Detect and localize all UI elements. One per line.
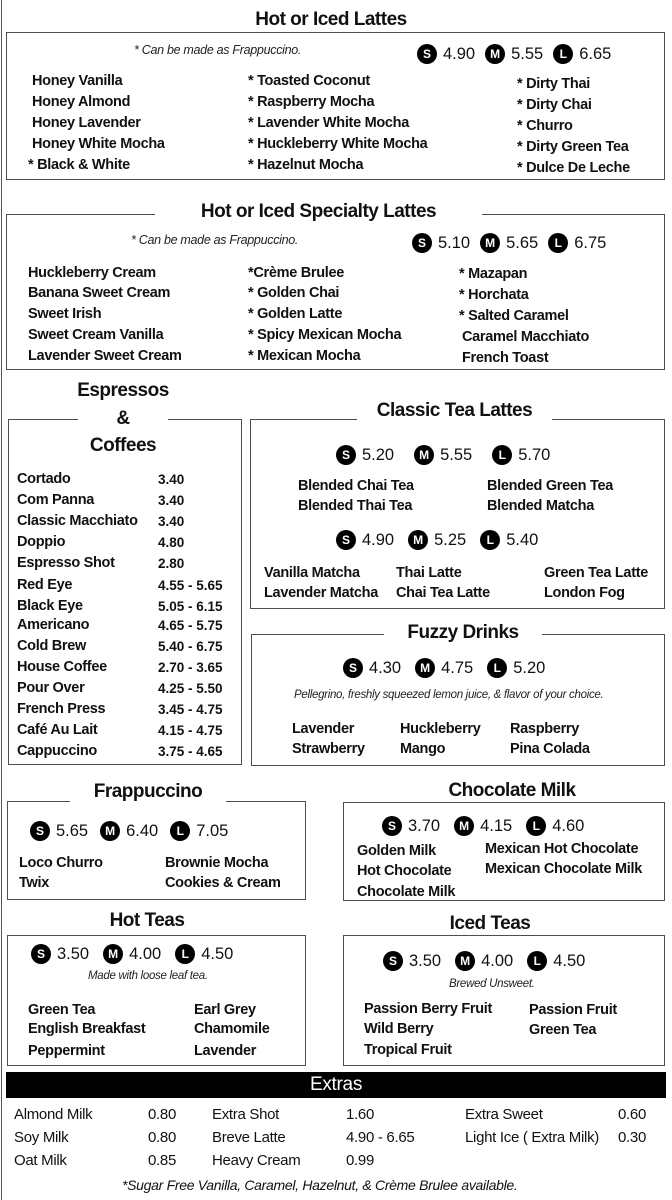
menu-item: Com Panna — [17, 492, 95, 508]
page-edge-line — [1, 0, 2, 1200]
hot-teas-note: Made with loose leaf tea. — [88, 970, 208, 982]
item-price: 4.80 — [158, 535, 185, 550]
menu-item: Brownie Mocha — [165, 855, 269, 871]
menu-item: Cookies & Cream — [165, 875, 281, 891]
size-l-icon: L — [487, 658, 507, 678]
iced-teas-note: Brewed Unsweet. — [449, 978, 535, 990]
menu-item: English Breakfast — [28, 1021, 146, 1037]
extra-item: Light Ice ( Extra Milk) — [465, 1129, 599, 1146]
menu-item: Lavender Matcha — [264, 585, 378, 601]
menu-item: Banana Sweet Cream — [28, 285, 171, 301]
size-s-icon: S — [417, 44, 437, 64]
menu-item: Golden Milk — [357, 843, 436, 859]
size-prices: S 3.50 M 4.00 L 4.50 — [31, 944, 243, 964]
menu-item: Espresso Shot — [17, 555, 115, 571]
menu-item: Café Au Lait — [17, 722, 98, 738]
size-s-icon: S — [412, 233, 432, 253]
frappuccino-note: * Can be made as Frappuccino. — [134, 43, 302, 57]
menu-item: Vanilla Matcha — [264, 565, 360, 581]
section-title-line1: Espressos — [77, 380, 169, 401]
size-m-icon: M — [485, 44, 505, 64]
size-l-icon: L — [175, 944, 195, 964]
menu-item: * Black & White — [28, 157, 130, 173]
item-price: 5.40 - 6.75 — [158, 639, 223, 654]
menu-item: Americano — [17, 617, 90, 633]
menu-item: Passion Berry Fruit — [364, 1001, 493, 1017]
menu-item: * Spicy Mexican Mocha — [248, 327, 402, 343]
menu-item: * Mexican Mocha — [248, 348, 361, 364]
size-l-icon: L — [527, 951, 547, 971]
size-m-icon: M — [414, 445, 434, 465]
item-price: 2.70 - 3.65 — [158, 660, 223, 675]
size-prices: S 3.70 M 4.15 L 4.60 — [382, 816, 594, 836]
menu-item: Mexican Hot Chocolate — [485, 841, 639, 857]
menu-item: Strawberry — [292, 741, 365, 757]
extra-price: 4.90 - 6.65 — [346, 1129, 415, 1146]
size-s-icon: S — [383, 951, 403, 971]
size-l-icon: L — [492, 445, 512, 465]
menu-item: * Churro — [517, 118, 573, 134]
item-price: 3.45 - 4.75 — [158, 702, 223, 717]
menu-item: Tropical Fruit — [364, 1042, 452, 1058]
menu-item: Hot Chocolate — [357, 863, 452, 879]
menu-item: * Raspberry Mocha — [248, 94, 375, 110]
section-title: Frappuccino — [70, 781, 226, 803]
menu-item: * Toasted Coconut — [248, 73, 370, 89]
menu-item: Passion Fruit — [529, 1002, 617, 1018]
size-prices: S 4.30 M 4.75 L 5.20 — [343, 658, 555, 678]
section-title-line2: & — [78, 408, 168, 430]
size-m-icon: M — [100, 821, 120, 841]
extra-item: Breve Latte — [212, 1129, 286, 1146]
item-price: 4.15 - 4.75 — [158, 723, 223, 738]
menu-item: * Lavender White Mocha — [248, 115, 409, 131]
menu-item: Wild Berry — [364, 1021, 434, 1037]
extra-price: 1.60 — [346, 1106, 374, 1123]
menu-item: French Press — [17, 701, 106, 717]
menu-item: Doppio — [17, 534, 66, 550]
size-prices: S 5.10 M 5.65 L 6.75 — [412, 233, 616, 253]
menu-item: * Horchata — [459, 287, 529, 303]
menu-item: * Salted Caramel — [459, 308, 569, 324]
item-price: 2.80 — [158, 556, 185, 571]
menu-item: Mexican Chocolate Milk — [485, 861, 642, 877]
size-s-icon: S — [382, 816, 402, 836]
menu-item: * Hazelnut Mocha — [248, 157, 364, 173]
item-price: 4.65 - 5.75 — [158, 618, 223, 633]
menu-item: Honey White Mocha — [32, 136, 165, 152]
menu-item: Mango — [400, 741, 446, 757]
size-m-icon: M — [455, 951, 475, 971]
size-s-icon: S — [336, 445, 356, 465]
menu-item: Caramel Macchiato — [462, 329, 590, 345]
menu-item: Cortado — [17, 471, 71, 487]
menu-item: Raspberry — [510, 721, 580, 737]
menu-item: Lavender — [194, 1043, 257, 1059]
menu-item: Black Eye — [17, 598, 83, 614]
size-s-icon: S — [30, 821, 50, 841]
menu-item: Green Tea — [28, 1002, 96, 1018]
extra-price: 0.80 — [148, 1129, 176, 1146]
section-title: Chocolate Milk — [410, 780, 614, 802]
section-title: Iced Teas — [420, 913, 560, 935]
sugar-free-footnote: *Sugar Free Vanilla, Caramel, Hazelnut, & Crème Brulee available. — [122, 1177, 518, 1193]
item-price: 3.75 - 4.65 — [158, 744, 223, 759]
extra-item: Soy Milk — [14, 1129, 69, 1146]
menu-item: * Dirty Green Tea — [517, 139, 629, 155]
section-title: Hot or Iced Lattes — [228, 9, 434, 31]
section-title: Hot Teas — [68, 910, 226, 932]
extra-item: Extra Sweet — [465, 1106, 543, 1123]
menu-item: London Fog — [544, 585, 625, 601]
size-l-icon: L — [553, 44, 573, 64]
menu-item: * Huckleberry White Mocha — [248, 136, 428, 152]
item-price: 4.55 - 5.65 — [158, 578, 223, 593]
extra-item: Oat Milk — [14, 1152, 67, 1169]
menu-item: Huckleberry — [400, 721, 481, 737]
menu-item: * Dirty Chai — [517, 97, 592, 113]
menu-item: Earl Grey — [194, 1002, 256, 1018]
menu-item: Cold Brew — [17, 638, 87, 654]
extras-title-bar: Extras — [6, 1072, 666, 1098]
menu-item: Sweet Irish — [28, 306, 102, 322]
extra-price: 0.99 — [346, 1152, 374, 1169]
size-s-icon: S — [31, 944, 51, 964]
menu-item: Blended Thai Tea — [298, 498, 413, 514]
size-s-icon: S — [343, 658, 363, 678]
menu-item: * Golden Chai — [248, 285, 340, 301]
menu-item: Honey Almond — [32, 94, 131, 110]
item-price: 3.40 — [158, 493, 185, 508]
section-title: Hot or Iced Specialty Lattes — [155, 201, 482, 223]
extra-price: 0.85 — [148, 1152, 176, 1169]
menu-item: Chamomile — [194, 1021, 270, 1037]
menu-item: Chocolate Milk — [357, 884, 456, 900]
menu-item: Red Eye — [17, 577, 73, 593]
menu-item: Pour Over — [17, 680, 85, 696]
menu-item: Loco Churro — [19, 855, 103, 871]
menu-item: Sweet Cream Vanilla — [28, 327, 164, 343]
extra-price: 0.60 — [618, 1106, 646, 1123]
size-m-icon: M — [480, 233, 500, 253]
menu-item: Green Tea — [529, 1022, 597, 1038]
menu-item: Peppermint — [28, 1043, 105, 1059]
menu-item: Huckleberry Cream — [28, 265, 156, 281]
menu-item: Blended Green Tea — [487, 478, 613, 494]
section-title: Classic Tea Lattes — [357, 400, 552, 422]
menu-item: Thai Latte — [396, 565, 462, 581]
menu-item: * Mazapan — [459, 266, 528, 282]
menu-item: Green Tea Latte — [544, 565, 649, 581]
size-prices-group-a: S 5.20 M 5.55 L 5.70 — [336, 445, 560, 465]
menu-item: * Golden Latte — [248, 306, 343, 322]
size-prices: S 3.50 M 4.00 L 4.50 — [383, 951, 595, 971]
extra-price: 0.30 — [618, 1129, 646, 1146]
menu-item: Blended Chai Tea — [298, 478, 414, 494]
menu-item: Twix — [19, 875, 49, 891]
menu-item: Honey Lavender — [32, 115, 141, 131]
menu-item: Lavender — [292, 721, 355, 737]
extra-item: Extra Shot — [212, 1106, 280, 1123]
size-prices: S 5.65 M 6.40 L 7.05 — [30, 821, 238, 841]
size-l-icon: L — [548, 233, 568, 253]
fuzzy-note: Pellegrino, freshly squeezed lemon juice, & flavor of your choice. — [294, 689, 604, 701]
menu-item: Lavender Sweet Cream — [28, 348, 182, 364]
menu-item: Chai Tea Latte — [396, 585, 490, 601]
item-price: 5.05 - 6.15 — [158, 599, 223, 614]
size-l-icon: L — [170, 821, 190, 841]
menu-item: * Dirty Thai — [517, 76, 590, 92]
size-l-icon: L — [526, 816, 546, 836]
item-price: 3.40 — [158, 514, 185, 529]
extra-item: Heavy Cream — [212, 1152, 301, 1169]
menu-item: Blended Matcha — [487, 498, 594, 514]
menu-item: House Coffee — [17, 659, 107, 675]
size-l-icon: L — [480, 530, 500, 550]
item-price: 4.25 - 5.50 — [158, 681, 223, 696]
frappuccino-note: * Can be made as Frappuccino. — [131, 233, 299, 247]
size-m-icon: M — [415, 658, 435, 678]
size-s-icon: S — [336, 530, 356, 550]
menu-item: Cappuccino — [17, 743, 97, 759]
extra-price: 0.80 — [148, 1106, 176, 1123]
size-m-icon: M — [103, 944, 123, 964]
menu-item: French Toast — [462, 350, 549, 366]
size-m-icon: M — [454, 816, 474, 836]
menu-item: Honey Vanilla — [32, 73, 123, 89]
menu-item: Pina Colada — [510, 741, 590, 757]
size-prices: S 4.90 M 5.55 L 6.65 — [417, 44, 621, 64]
size-prices-group-b: S 4.90 M 5.25 L 5.40 — [336, 530, 548, 550]
section-title-line3: Coffees — [89, 435, 157, 456]
extra-item: Almond Milk — [14, 1106, 93, 1123]
menu-item: *Crème Brulee — [248, 265, 345, 281]
section-title: Fuzzy Drinks — [384, 622, 542, 644]
menu-item: * Dulce De Leche — [517, 160, 630, 176]
item-price: 3.40 — [158, 472, 185, 487]
menu-item: Classic Macchiato — [17, 513, 138, 529]
size-m-icon: M — [408, 530, 428, 550]
